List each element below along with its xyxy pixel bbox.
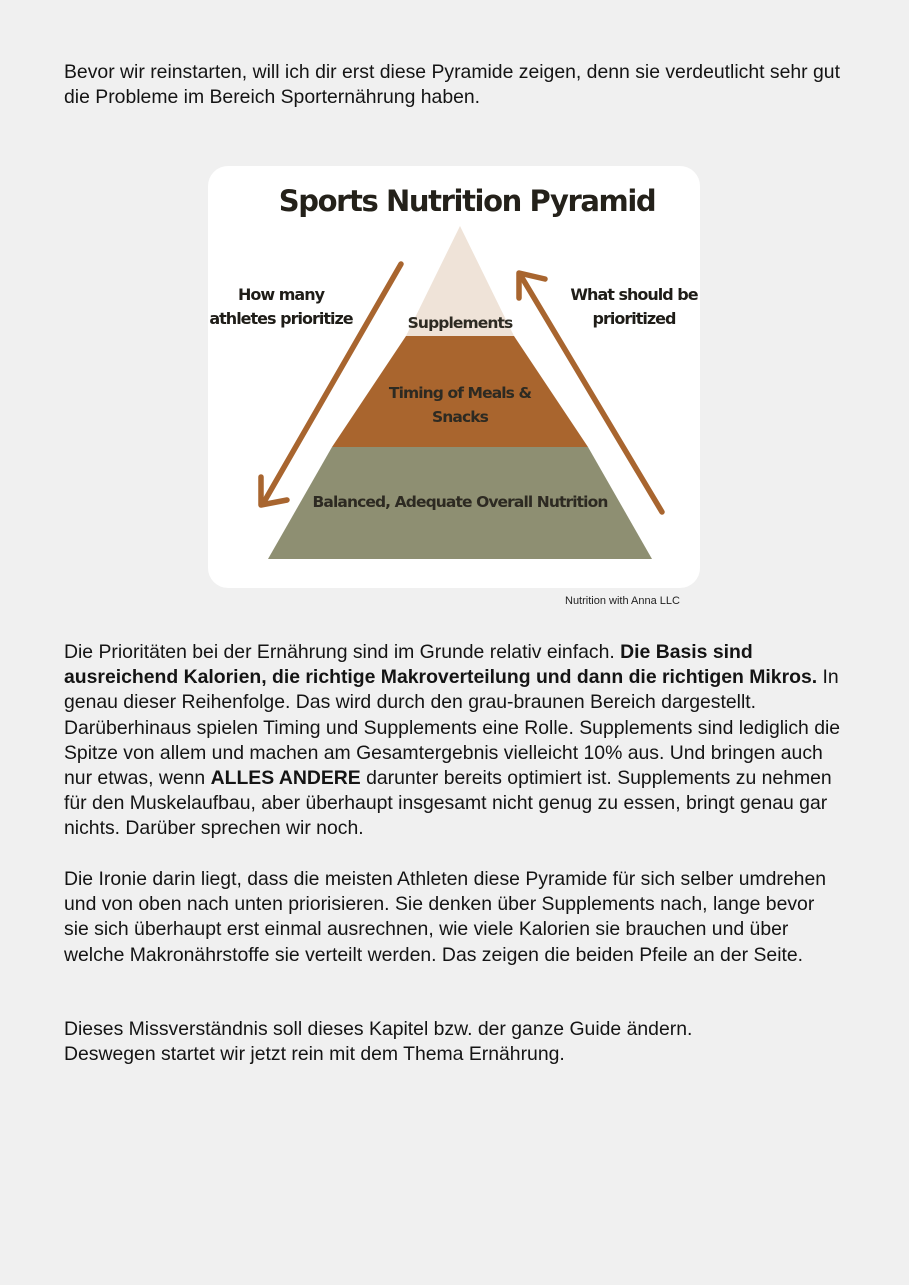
left-label-line2: athletes prioritize [209, 309, 353, 328]
image-credit: Nutrition with Anna LLC [565, 595, 680, 607]
closing-line-1: Dieses Missverständnis soll dieses Kapitel bzw. der ganze Guide ändern. [64, 1018, 693, 1040]
priorities-text-3: darunter bereits optimiert ist. Supplements zu nehmen für den Muskelaufbau, aber überhaupt insgesamt nicht genug zu essen, bringt genau gar nichts. Darüber sprechen wir noch. [64, 767, 832, 840]
tier-label-balanced-nutrition: Balanced, Adequate Overall Nutrition [312, 493, 608, 511]
tier-label-supplements: Supplements [407, 314, 513, 332]
priorities-text-2: In genau dieser Reihenfolge. Das wird durch den grau-braunen Bereich dargestellt. Darüberhinaus spielen Timing und Supplements eine Rolle. Supplements sind lediglich die Spitze von allem und machen am Gesamtergebnis vielleicht 10% aus. Und bringen auch nur etwas, wenn [64, 666, 841, 790]
priorities-bold-alles-andere: ALLES ANDERE [210, 767, 361, 790]
priorities-text-1: Die Prioritäten bei der Ernährung sind im Grunde relativ einfach. [64, 641, 621, 663]
priorities-bold-basis: Die Basis sind ausreichend Kalorien, die richtige Makroverteilung und dann die richtigen Mikros. [64, 641, 818, 689]
right-label-line2: prioritized [592, 309, 676, 328]
tier-label-timing-line2: Snacks [432, 408, 488, 426]
irony-paragraph: Die Ironie darin liegt, dass die meisten Athleten diese Pyramide für sich selber umdrehen und von oben nach unten priorisieren. Sie denken über Supplements nach, lange bevor sie sich überhaupt erst einmal ausrechnen, wie viele Kalorien sie brauchen und über welche Makronährstoffe sie verteilt werden. Das zeigen die beiden Pfeile an der Seite. [64, 868, 827, 966]
priorities-paragraph [64, 640, 844, 842]
pyramid-title: Sports Nutrition Pyramid [278, 184, 656, 218]
closing-paragraph [64, 1017, 844, 1067]
right-label-line1: What should be [570, 285, 698, 304]
intro-paragraph: Bevor wir reinstarten, will ich dir erst diese Pyramide zeigen, denn sie verdeutlicht sehr gut die Probleme im Bereich Sporternährung haben. [64, 61, 840, 109]
closing-line-2: Deswegen startet wir jetzt rein mit dem Thema Ernährung. [64, 1043, 565, 1066]
pyramid-graphic [208, 166, 700, 588]
left-label-line1: How many [237, 285, 325, 304]
pyramid-figure [208, 166, 700, 588]
tier-label-timing-line1: Timing of Meals & [388, 384, 532, 402]
